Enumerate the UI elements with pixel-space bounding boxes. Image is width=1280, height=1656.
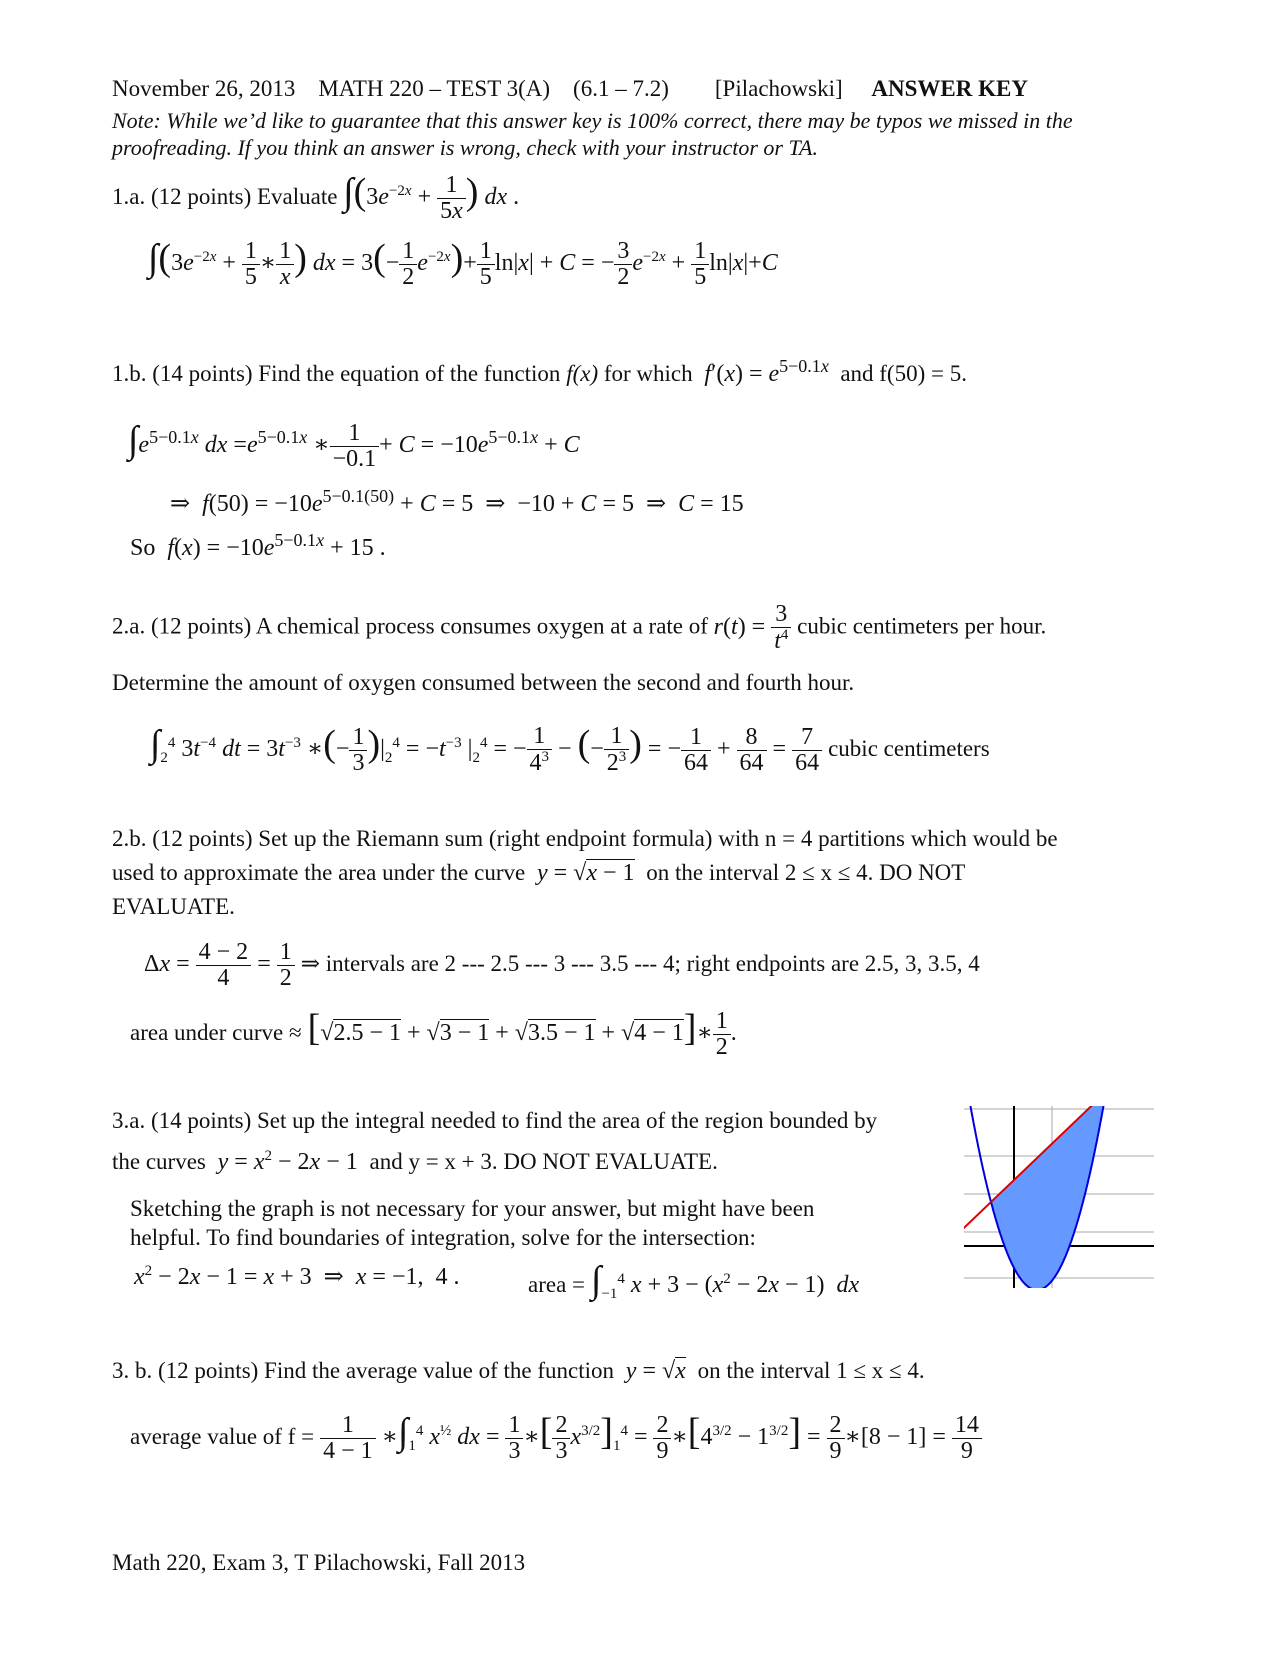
q1a-answer: $\int(3e^{-2x}$ + $\frac{1}{5}$ ∗ $\frac{1}{x}$ ) dx = 3(− $\frac{1}{2}$ $e^{-2x})+$ $\frac{1}{5}$ ln|x| + C = − $\frac{3}{2}$ $e^{-2x}$ + $\frac{1}{5}$ ln|x|+C: [148, 237, 778, 290]
region-graph: [964, 1106, 1154, 1288]
header-instructor: [Pilachowski]: [714, 76, 843, 101]
q2b-prompt-line-2-start: used to approximate the area under the curve: [112, 860, 526, 885]
q1a-prompt: 1.a. (12 points) Evaluate $\int(3e^{-2x}$ + $\frac{1}{5x}$ ) dx .: [112, 171, 520, 224]
q3a-area-label: area =: [528, 1272, 586, 1297]
q1b-prompt-end: and f(50) = 5.: [840, 361, 967, 386]
q2b-intervals-text: ⇒ intervals are 2 --- 2.5 --- 3 --- 3.5 --- 4; right endpoints are 2.5, 3, 3.5, 4: [300, 951, 980, 977]
q3b-avg-label: average value of f =: [130, 1424, 315, 1449]
q2a-prompt-line-2: Determine the amount of oxygen consumed between the second and fourth hour.: [112, 670, 855, 695]
q2b-area-sum: area under curve ≈ [√2.5 − 1 + √3 − 1 + √3.5 − 1 + √4 − 1]∗ $\frac{1}{2}$ .: [130, 1007, 737, 1060]
q3a-hint-line-2: helpful. To find boundaries of integration, solve for the intersection:: [130, 1225, 756, 1250]
q3a-area-integral: area = $\int_{-1}^4$ $x + 3 - (x^2 - 2x - 1)$ dx: [528, 1259, 860, 1302]
answer-key-label: ANSWER KEY: [871, 76, 1028, 101]
q2b-area-label: area under curve ≈: [130, 1020, 302, 1045]
q2b-prompt-line-3: EVALUATE.: [112, 894, 235, 919]
q3a-prompt-line-2-start: the curves: [112, 1149, 206, 1174]
header-date: November 26, 2013: [112, 76, 296, 101]
q2a-answer-unit: cubic centimeters: [828, 736, 990, 761]
q3a-prompt-line-2: the curves $y = x^2 - 2x - 1$ and y = x + 3. DO NOT EVALUATE.: [112, 1148, 718, 1175]
q1b-prompt-start: 1.b. (14 points) Find the equation of the function: [112, 361, 561, 386]
q1b-line-1: $\int e^{5-0.1x}$ dx $=e^{5-0.1x}$ ∗ $\frac{1}{-0.1}$ + $C = -10e^{5-0.1x} + C$: [128, 419, 580, 472]
q3a-prompt-line-2-end: and y = x + 3. DO NOT EVALUATE.: [369, 1149, 718, 1174]
q2a-answer: $\int_2^4$ $3t^{-4}$ dt = $3t^{-3}$ ∗(− $\frac{1}{3}$ )$|_2^4 = -t^{-3}$ $|_2^4$ = − $\frac{1}{4^3}$ − (− $\frac{1}{2^3}$ ) = − $\frac{1}{64}$ + $\frac{8}{64}$ = $\frac{7}{64}$ cubic centimeters: [150, 723, 990, 777]
q2a-prompt-end: cubic centimeters per hour.: [797, 613, 1047, 639]
header-course: MATH 220 – TEST 3(A): [318, 76, 551, 101]
q1b-line-2: ⇒ $f(50) = -10e^{5-0.1(50)} + C = 5$ ⇒ −10 + C = 5 ⇒ C = 15: [170, 486, 744, 517]
note-line-1: Note: While we’d like to guarantee that this answer key is 100% correct, there may be typos we missed in the: [112, 108, 1073, 133]
q1b-prompt: 1.b. (14 points) Find the equation of the function f(x) for which $f'(x) = e^{5-0.1x}$ and f(50) = 5.: [112, 356, 967, 387]
q2b-prompt-line-2-end: on the interval 2 ≤ x ≤ 4. DO NOT: [646, 860, 966, 885]
q3a-hint-line-1: Sketching the graph is not necessary for your answer, but might have been: [130, 1196, 815, 1221]
q1a-prompt-text: 1.a. (12 points) Evaluate: [112, 184, 338, 209]
note-line-2: proofreading. If you think an answer is wrong, check with your instructor or TA.: [112, 135, 818, 160]
q2b-delta-x: Δx = $\frac{4 - 2}{4}$ = $\frac{1}{2}$ ⇒ intervals are 2 --- 2.5 --- 3 --- 3.5 --- 4; right endpoints are 2.5, 3, 3.5, 4: [144, 939, 980, 992]
q3a-intersection: $x^2 - 2x - 1 = x + 3$ ⇒ x = −1, 4 .: [134, 1263, 460, 1290]
q2b-prompt-line-1: 2.b. (12 points) Set up the Riemann sum (right endpoint formula) with n = 4 partitions which would be: [112, 826, 1058, 851]
q1b-prompt-fx: f(x): [566, 361, 599, 386]
q3b-prompt-end: on the interval 1 ≤ x ≤ 4.: [697, 1358, 925, 1383]
q2b-prompt-line-2: used to approximate the area under the curve y = √x − 1 on the interval 2 ≤ x ≤ 4. DO NOT: [112, 860, 966, 886]
q3b-answer: average value of f = $\frac{1}{4 - 1}$ $∗\int_1^4$ $x^{\frac{1}{2}}$ dx = $\frac{1}{3}$ ∗[ $\frac{2}{3}$ $x^{3/2}]_1^4$ = $\frac{2}{9}$ $∗[4^{3/2} - 1^{3/2}]$ = $\frac{2}{9}$ ∗[8 − 1] = $\frac{14}{9}$: [130, 1410, 982, 1464]
q2a-prompt-start: 2.a. (12 points) A chemical process consumes oxygen at a rate of: [112, 613, 708, 639]
q1b-line-3: So $f(x) = -10e^{5-0.1x} + 15$ .: [130, 530, 386, 561]
header-line: [112, 76, 1028, 102]
header-sections: (6.1 – 7.2): [573, 76, 669, 101]
q2a-prompt-line-1: 2.a. (12 points) A chemical process consumes oxygen at a rate of r(t) = $\frac{3}{t^4}$ cubic centimeters per hour.: [112, 601, 1047, 655]
q3b-prompt-start: 3. b. (12 points) Find the average value of the function: [112, 1358, 615, 1383]
footer: Math 220, Exam 3, T Pilachowski, Fall 2013: [112, 1550, 526, 1575]
q3b-prompt: 3. b. (12 points) Find the average value of the function y = √x on the interval 1 ≤ x ≤ 4.: [112, 1358, 925, 1384]
q3a-prompt-line-1: 3.a. (14 points) Set up the integral needed to find the area of the region bounded by: [112, 1108, 878, 1133]
q1b-prompt-mid: for which: [603, 361, 693, 386]
